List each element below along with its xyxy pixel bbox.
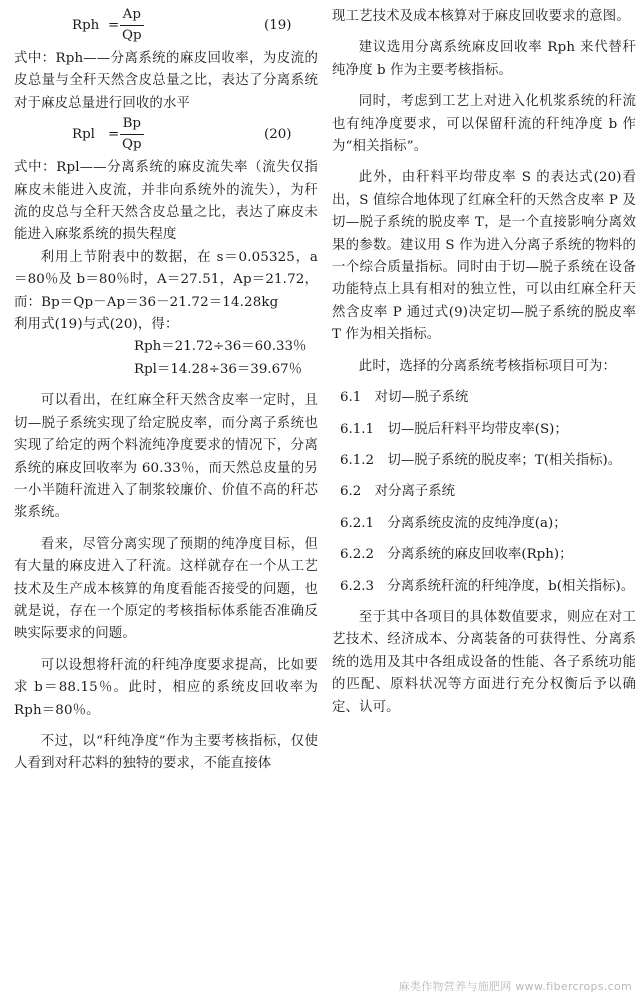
formula-19-lhs: Rph: [72, 18, 100, 33]
formula-19-numerator: Ap: [122, 7, 141, 22]
paragraph-keep-b: 同时，考虑到工艺上对进入化机浆系统的秆流也有纯净度要求，可以保留秆流的秆纯净度 b 作为“相关指标”。: [332, 94, 636, 155]
formula-19-equals: =: [108, 18, 120, 33]
definition-rph: 式中：Rph——分离系统的麻皮回收率，为皮流的皮总量与全秆天然含皮总量之比，表达了分离系统对于麻皮总量进行回收的水平: [14, 51, 318, 111]
formula-20-denominator: Qp: [122, 137, 142, 153]
list-item: 6.2.2 分离系统的麻皮回收率(Rph)；: [340, 547, 573, 563]
spacer: [332, 504, 636, 513]
paragraph-indicator-list-intro: 此时，选择的分离系统考核指标项目可为：: [358, 358, 617, 374]
paragraph-however: 不过，以“秆纯净度”作为主要考核指标，仅使人看到对秆芯料的独特的要求，不能直接体: [14, 733, 318, 772]
left-column: [14, 6, 318, 776]
formula-19-number: (19): [264, 18, 292, 33]
paragraph-raise-purity: 可以设想将秆流的秆纯净度要求提高，比如要求 b＝88.15％。此时，相应的系统皮回收率为 Rph＝80％。: [14, 657, 318, 718]
spacer: [332, 28, 636, 37]
paragraph-conclusion: 至于其中各项目的具体数值要求，则应在对工艺技术、经济成本、分离装备的可获得性、分离系统的选用及其中各组成设备的性能、各子系统功能的匹配、原料状况等方面进行充分权衡后予以确定、认可。: [332, 609, 636, 715]
fraction-bar: [120, 25, 144, 26]
spacer: [14, 646, 318, 655]
spacer: [14, 722, 318, 731]
definition-rpl: 式中：Rpl——分离系统的麻皮流失率（流失仅指麻皮未能进入皮流，并非向系统外的流失），为秆流的皮总与全秆天然含皮总量之比，表达了麻皮未能进入麻浆系统的损失程度: [14, 160, 318, 243]
formula-20-lhs: Rpl: [72, 127, 95, 143]
paragraph-using-formulas: 利用式(19)与式(20)，得：: [14, 317, 179, 333]
formula-20-number: (20): [264, 127, 292, 143]
formula-20-fraction: [120, 115, 144, 154]
spacer: [14, 381, 318, 390]
indicator-list: [332, 387, 636, 598]
spacer: [332, 378, 636, 387]
paragraph-problem: 看来，尽管分离实现了预期的纯净度目标，但有大量的麻皮进入了秆流。这样就存在一个从工艺技术及生产成本核算的角度看能否接受的问题，也就是说，存在一个原定的考核指标体系能否准确反映实际要求的问题。: [14, 536, 318, 642]
list-item: 6.2.1 分离系统皮流的皮纯净度(a)；: [340, 515, 567, 531]
spacer: [332, 410, 636, 419]
list-item: 6.1.1 切—脱后秆料平均带皮率(S)；: [340, 421, 568, 437]
formula-20-numerator: Bp: [122, 116, 141, 132]
formula-20-equals: =: [108, 127, 120, 143]
site-watermark: 麻类作物营养与施肥网 www.fibercrops.com: [398, 980, 632, 993]
spacer: [14, 525, 318, 534]
formula-19: [14, 6, 318, 48]
list-item: 6.2 对分离子系统: [340, 484, 456, 500]
spacer: [332, 158, 636, 167]
paragraph-s-value: 此外，由秆料平均带皮率 S 的表达式(20)看出，S 值综合地体现了红麻全秆的天然含皮率 P 及切—脱子系统的脱皮率 T，是一个直接影响分离效果的参数。建议用 S 作为进入分离子系统的物料的一个综合质量指标。同时由于切—脱子系统在设备功能特点上具有相对的独立性，可以由红麻全秆天然含皮率 P 通过式(9)决定切—脱子系统的脱皮率 T 作为相关指标。: [332, 170, 636, 343]
paragraph-analysis: 可以看出，在红麻全秆天然含皮率一定时，且切—脱子系统实现了给定脱皮率，而分离子系统也实现了给定的两个料流纯净度要求的情况下，分离系统的麻皮回收率为 60.33％，而天然总皮量的另一小半随秆流进入了制浆较廉价、价值不高的秆芯浆系统。: [14, 393, 318, 521]
calc-rph: Rph＝21.72÷36＝60.33％: [134, 339, 307, 355]
spacer: [332, 472, 636, 481]
list-item: 6.1.2 切—脱子系统的脱皮率；T(相关指标)。: [340, 452, 622, 468]
formula-20: [14, 115, 318, 157]
paragraph-data: 利用上节附表中的数据，在 s＝0.05325，a＝80％及 b＝80％时，A＝27.51，Ap＝21.72，而：Bp＝Qp－Ap＝36－21.72＝14.28kg: [14, 249, 318, 310]
list-item: 6.2.3 分离系统秆流的秆纯净度，b(相关指标)。: [340, 578, 635, 594]
spacer: [332, 441, 636, 450]
formula-19-denominator: Qp: [122, 28, 142, 43]
spacer: [332, 598, 636, 607]
list-item: 6.1 对切—脱子系统: [340, 390, 469, 406]
formula-19-fraction: [120, 6, 144, 45]
spacer: [332, 347, 636, 356]
paragraph-continued: 现工艺技术及成本核算对于麻皮回收要求的意图。: [332, 9, 630, 24]
spacer: [332, 82, 636, 91]
fraction-bar: [120, 134, 144, 135]
spacer: [332, 535, 636, 544]
paragraph-suggest-rph: 建议选用分离系统麻皮回收率 Rph 来代替秆纯净度 b 作为主要考核指标。: [332, 40, 636, 78]
spacer: [332, 567, 636, 576]
calc-rpl: Rpl＝14.28÷36＝39.67％: [134, 361, 303, 377]
right-column: [332, 6, 636, 719]
